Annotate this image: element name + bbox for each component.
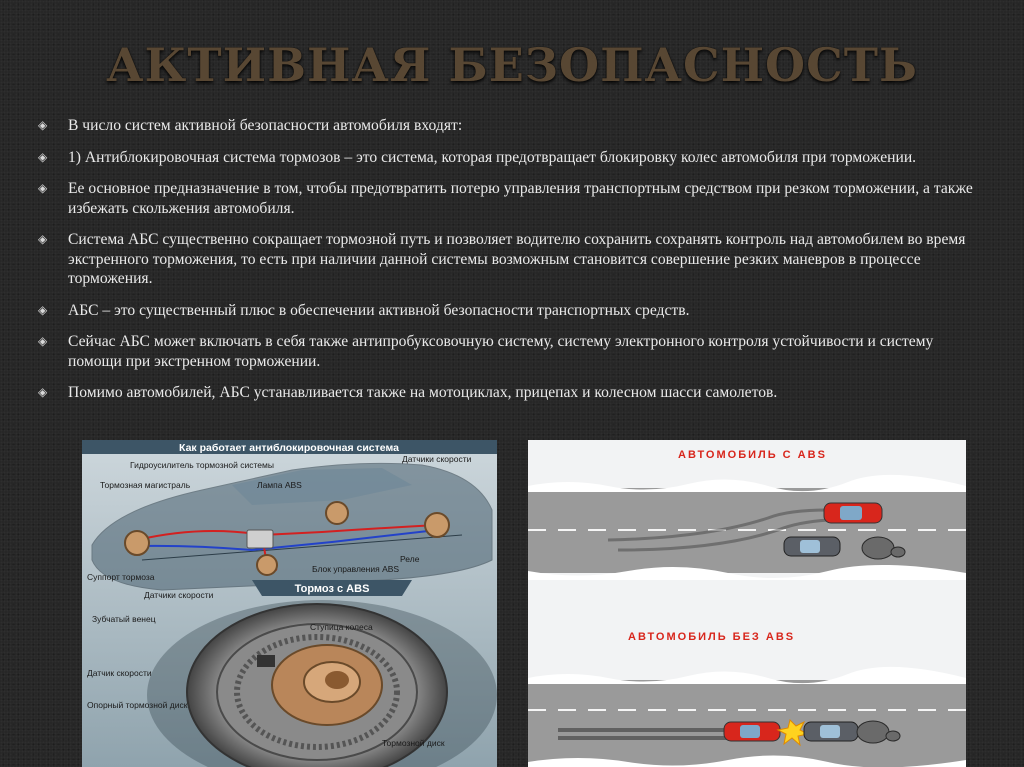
svg-text:Датчики скорости: Датчики скорости — [144, 590, 214, 600]
svg-text:Блок управления ABS: Блок управления ABS — [312, 564, 400, 574]
bullet-list — [38, 116, 988, 415]
grey-car-illustration — [784, 537, 840, 556]
without-abs-label: АВТОМОБИЛЬ БЕЗ ABS — [628, 631, 796, 643]
list-item: ◈ Ее основное предназначение в том, чтобы предотвратить потерю управления транспортным средством при резком торможении, а также избежать скольжения автомобиля. — [38, 180, 973, 217]
svg-text:Тормозной диск: Тормозной диск — [382, 738, 445, 748]
diamond-bullet-icon: ◈ — [38, 385, 48, 399]
abs-diagram-image — [82, 440, 497, 767]
abs-module-illustration — [247, 530, 273, 548]
svg-text:Тормозная магистраль: Тормозная магистраль — [100, 480, 191, 490]
list-item: ◈ Сейчас АБС может включать в себя также антипробуксовочную систему, систему электронного контроля устойчивости и систему помощи при экстренном торможении. — [38, 333, 934, 370]
svg-text:Суппорт тормоза: Суппорт тормоза — [87, 572, 155, 582]
abs-comparison-image — [528, 440, 966, 767]
list-item: ◈ Система АБС существенно сокращает тормозной путь и позволяет водителю сохранить сохранять контроль над автомобилем во время экстренного торможения, то есть при наличии данной системы возможным становится совершение резких маневров в процессе торможения. — [38, 231, 966, 287]
list-item: ◈ 1) Антиблокировочная система тормозов – это система, которая предотвращает блокировку колес автомобиля при торможении. — [38, 148, 917, 166]
slide-title: АКТИВНАЯ БЕЗОПАСНОСТЬ — [106, 38, 918, 92]
red-car-illustration — [824, 503, 882, 523]
front-brake-illustration — [125, 531, 149, 555]
svg-text:Датчик скорости: Датчик скорости — [87, 668, 152, 678]
diamond-bullet-icon: ◈ — [38, 118, 48, 132]
diamond-bullet-icon: ◈ — [38, 302, 48, 317]
diamond-bullet-icon: ◈ — [38, 149, 48, 164]
svg-text:Ступица колеса: Ступица колеса — [310, 622, 373, 632]
svg-text:Тормоз с ABS: Тормоз с ABS — [294, 583, 370, 595]
diamond-bullet-icon: ◈ — [38, 232, 48, 246]
diamond-bullet-icon: ◈ — [38, 334, 48, 348]
with-abs-label: АВТОМОБИЛЬ С ABS — [678, 449, 827, 461]
list-item: ◈ АБС – это существенный плюс в обеспечении активной безопасности транспортных средств. — [38, 301, 690, 319]
list-item: ◈ В число систем активной безопасности автомобиля входят: — [38, 117, 463, 134]
svg-text:Гидроусилитель тормозной систе: Гидроусилитель тормозной системы — [130, 460, 274, 470]
svg-text:Датчики скорости: Датчики скорости — [402, 454, 472, 464]
svg-text:Зубчатый венец: Зубчатый венец — [92, 614, 156, 624]
svg-text:Опорный тормозной диск: Опорный тормозной диск — [87, 700, 188, 710]
svg-text:Лампа ABS: Лампа ABS — [257, 480, 302, 490]
svg-text:Реле: Реле — [400, 554, 420, 564]
diagram-heading: Как работает антиблокировочная система — [179, 442, 399, 454]
diamond-bullet-icon: ◈ — [38, 181, 48, 195]
list-item: ◈ Помимо автомобилей, АБС устанавливается также на мотоциклах, прицепах и колесном шасси самолетов. — [38, 384, 778, 401]
